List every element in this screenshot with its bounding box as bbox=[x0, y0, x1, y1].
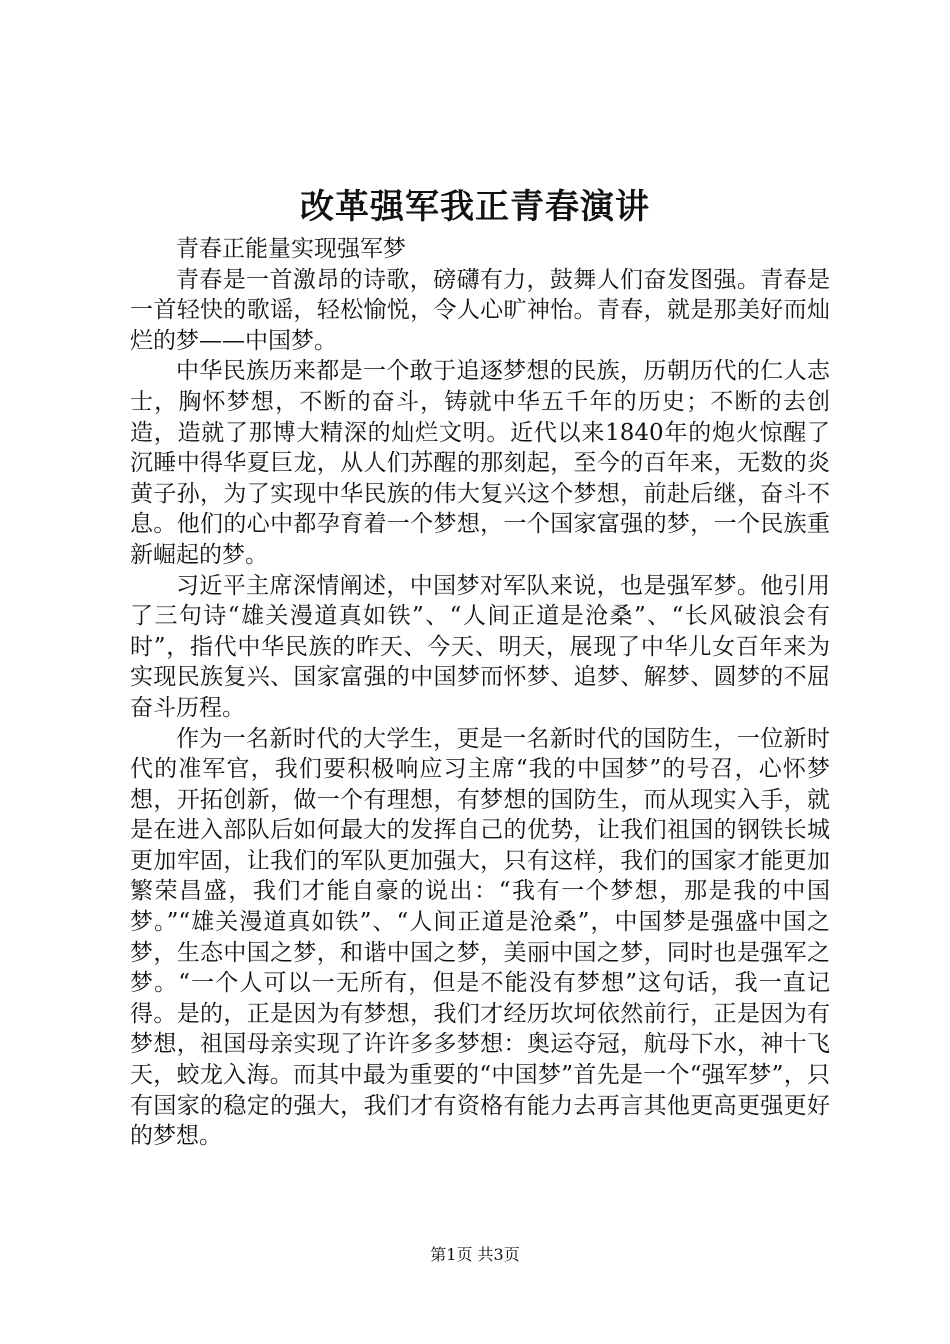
page-number-footer: 第1页 共3页 bbox=[430, 1245, 520, 1264]
body-paragraph: 习近平主席深情阐述，中国梦对军队来说，也是强军梦。他引用了三句诗“雄关漫道真如铁”、“人间正道是沧桑”、“长风破浪会有时”，指代中华民族的昨天、今天、明天，展现了中华儿女百年来为实现民族复兴、国家富强的中国梦而怀梦、追梦、解梦、圆梦的不屈奋斗历程。 bbox=[130, 572, 830, 721]
document-body bbox=[130, 234, 830, 1152]
body-paragraph: 青春是一首激昂的诗歌，磅礴有力，鼓舞人们奋发图强。青春是一首轻快的歌谣，轻松愉悦，令人心旷神怡。青春，就是那美好而灿烂的梦——中国梦。 bbox=[130, 266, 830, 354]
body-paragraph: 中华民族历来都是一个敢于追逐梦想的民族，历朝历代的仁人志士，胸怀梦想，不断的奋斗，铸就中华五千年的历史；不断的去创造，造就了那博大精深的灿烂文明。近代以来1840年的炮火惊醒了沉睡中得华夏巨龙，从人们苏醒的那刻起，至今的百年来，无数的炎黄子孙，为了实现中华民族的伟大复兴这个梦想，前赴后继，奋斗不息。他们的心中都孕育着一个梦想，一个国家富强的梦，一个民族重新崛起的梦。 bbox=[130, 358, 830, 568]
subtitle-paragraph: 青春正能量实现强军梦 bbox=[176, 236, 406, 262]
document-title: 改革强军我正青春演讲 bbox=[300, 187, 650, 227]
body-paragraph: 作为一名新时代的大学生，更是一名新时代的国防生，一位新时代的准军官，我们要积极响应习主席“我的中国梦”的号召，心怀梦想，开拓创新，做一个有理想，有梦想的国防生，而从现实入手，就是在进入部队后如何最大的发挥自己的优势，让我们祖国的钢铁长城更加牢固，让我们的军队更加强大，只有这样，我们的国家才能更加繁荣昌盛，我们才能自豪的说出：“我有一个梦想，那是我的中国梦。”“雄关漫道真如铁”、“人间正道是沧桑”，中国梦是强盛中国之梦，生态中国之梦，和谐中国之梦，美丽中国之梦，同时也是强军之梦。“一个人可以一无所有，但是不能没有梦想”这句话，我一直记得。是的，正是因为有梦想，我们才经历坎坷依然前行，正是因为有梦想，祖国母亲实现了许许多多梦想：奥运夺冠，航母下水，神十飞天，蛟龙入海。而其中最为重要的“中国梦”首先是一个“强军梦”，只有国家的稳定的强大，我们才有资格有能力去再言其他更高更强更好的梦想。 bbox=[130, 725, 830, 1150]
